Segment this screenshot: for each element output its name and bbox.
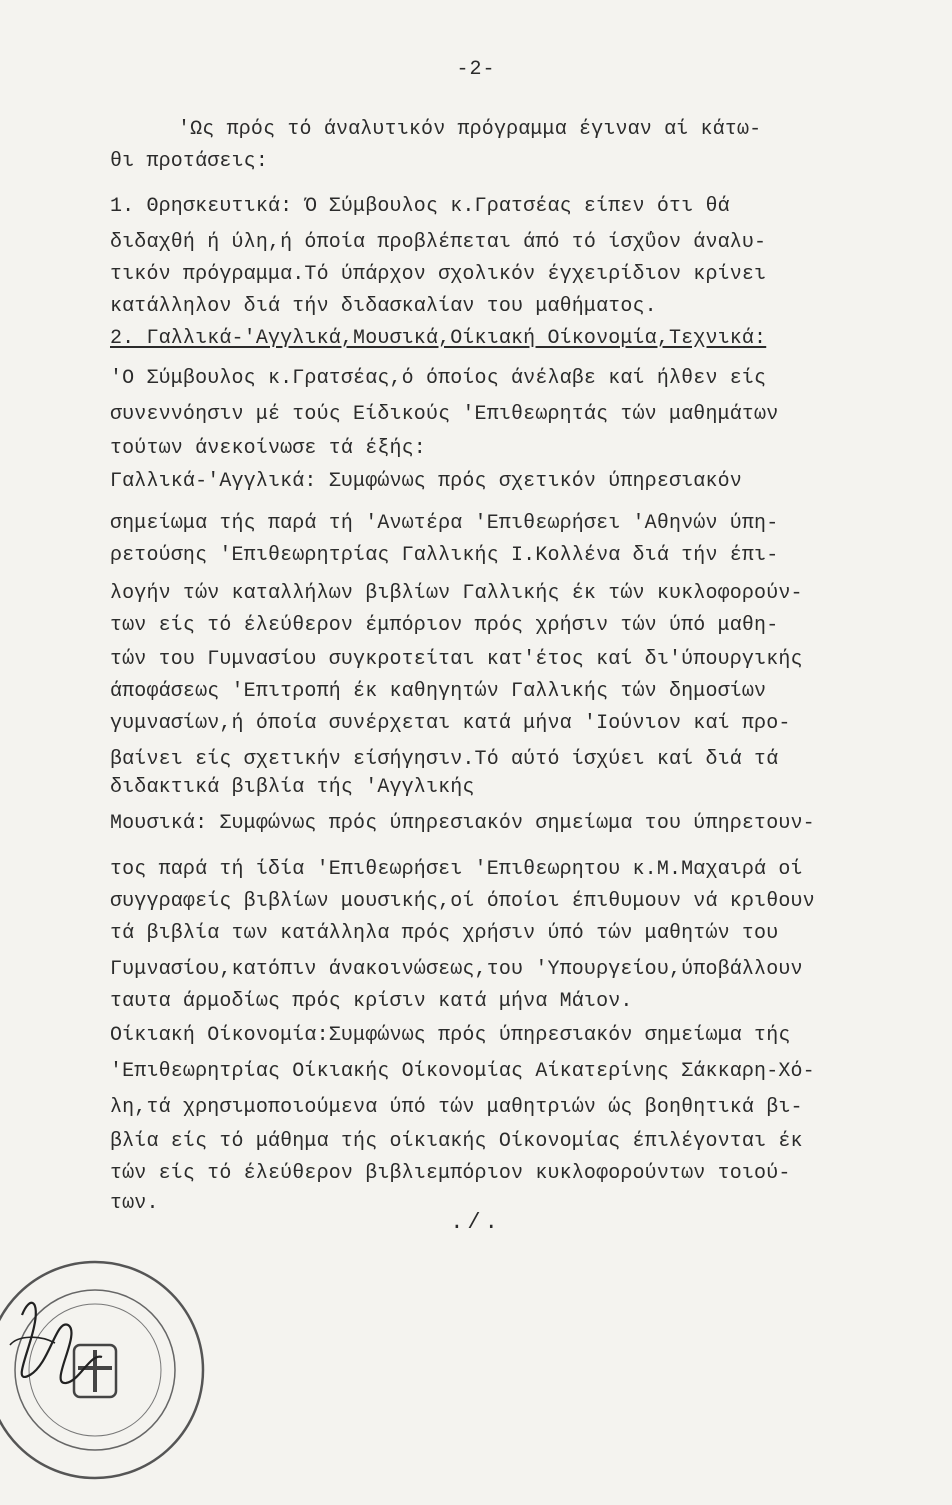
line-20: διδακτικά βιβλία τής 'Αγγλικής xyxy=(110,776,475,799)
line-12: σημείωμα τής παρά τή 'Ανωτέρα 'Επιθεωρήσει 'Αθηνών ύπη- xyxy=(110,512,779,535)
line-16: τών του Γυμνασίου συγκροτείται κατ'έτος καί δι'ύπουργικής xyxy=(110,648,803,671)
line-1: 'Ως πρός τό άναλυτικόν πρόγραμμα έγιναν αί κάτω- xyxy=(178,118,762,141)
continuation-mark: ./. xyxy=(450,1210,502,1235)
line-26: ταυτα άρμοδίως πρός κρίσιν κατά μήνα Μάιον. xyxy=(110,990,633,1013)
line-6: κατάλληλον διά τήν διδασκαλίαν του μαθήματος. xyxy=(110,295,657,318)
signature-icon xyxy=(22,1303,102,1383)
line-23: συγγραφείς βιβλίων μουσικής,οί όποίοι έπιθυμουν νά κριθουν xyxy=(110,890,815,913)
line-5: τικόν πρόγραμμα.Τό ύπάρχον σχολικόν έγχειρίδιον κρίνει xyxy=(110,263,767,286)
line-10: τούτων άνεκοίνωσε τά έξής: xyxy=(110,437,426,460)
line-8: 'Ο Σύμβουλος κ.Γρατσέας,ό όποίος άνέλαβε καί ήλθεν είς xyxy=(110,367,767,390)
line-32: των. xyxy=(110,1192,159,1215)
line-30: βλία είς τό μάθημα τής οίκιακής Οίκονομίας έπιλέγονται έκ xyxy=(110,1130,803,1153)
line-18: γυμνασίων,ή όποία συνέρχεται κατά μήνα 'Ιούνιον καί προ- xyxy=(110,712,791,735)
line-9: συνεννόησιν μέ τούς Είδικούς 'Επιθεωρητάς τών μαθημάτων xyxy=(110,403,779,426)
line-11: Γαλλικά-'Αγγλικά: Συμφώνως πρός σχετικόν ύπηρεσιακόν xyxy=(110,470,742,493)
line-17: άποφάσεως 'Επιτροπή έκ καθηγητών Γαλλικής τών δημοσίων xyxy=(110,680,767,703)
line-25: Γυμνασίου,κατόπιν άνακοινώσεως,του 'Υπουργείου,ύποβάλλουν xyxy=(110,958,803,981)
line-14: λογήν τών καταλλήλων βιβλίων Γαλλικής έκ τών κυκλοφορούν- xyxy=(110,582,803,605)
line-19: βαίνει είς σχετικήν είσήγησιν.Τό αύτό ίσχύει καί διά τά xyxy=(110,748,779,771)
line-13: ρετούσης 'Επιθεωρητρίας Γαλλικής Ι.Κολλένα διά τήν έπι- xyxy=(110,544,779,567)
line-7-heading: 2. Γαλλικά-'Αγγλικά,Μουσικά,Οίκιακή Οίκονομία,Τεχνικά: xyxy=(110,327,767,350)
line-3: 1. Θρησκευτικά: Ό Σύμβουλος κ.Γρατσέας είπεν ότι θά xyxy=(110,195,730,218)
line-29: λη,τά χρησιμοποιούμενα ύπό τών μαθητριών ώς βοηθητικά βι- xyxy=(110,1096,803,1119)
line-27: Οίκιακή Οίκονομία:Συμφώνως πρός ύπηρεσιακόν σημείωμα τής xyxy=(110,1024,791,1047)
line-21: Μουσικά: Συμφώνως πρός ύπηρεσιακόν σημείωμα του ύπηρετουν- xyxy=(110,812,815,835)
line-15: των είς τό έλεύθερον έμπόριον πρός χρήσιν τών ύπό μαθη- xyxy=(110,614,779,637)
line-4: διδαχθή ή ύλη,ή όποία προβλέπεται άπό τό ίσχΰον άναλυ- xyxy=(110,231,767,254)
line-28: 'Επιθεωρητρίας Οίκιακής Οίκονομίας Αίκατερίνης Σάκκαρη-Χό- xyxy=(110,1060,815,1083)
line-31: τών είς τό έλεύθερον βιβλιεμπόριον κυκλοφορούντων τοιού- xyxy=(110,1162,791,1185)
line-22: τος παρά τή ίδία 'Επιθεωρήσει 'Επιθεωρητου κ.Μ.Μαχαιρά οί xyxy=(110,858,803,881)
line-24: τά βιβλία των κατάλληλα πρός χρήσιν ύπό τών μαθητών του xyxy=(110,922,779,945)
official-seal xyxy=(0,1235,220,1505)
line-2: θι προτάσεις: xyxy=(110,150,268,173)
page-number: -2- xyxy=(456,58,496,81)
